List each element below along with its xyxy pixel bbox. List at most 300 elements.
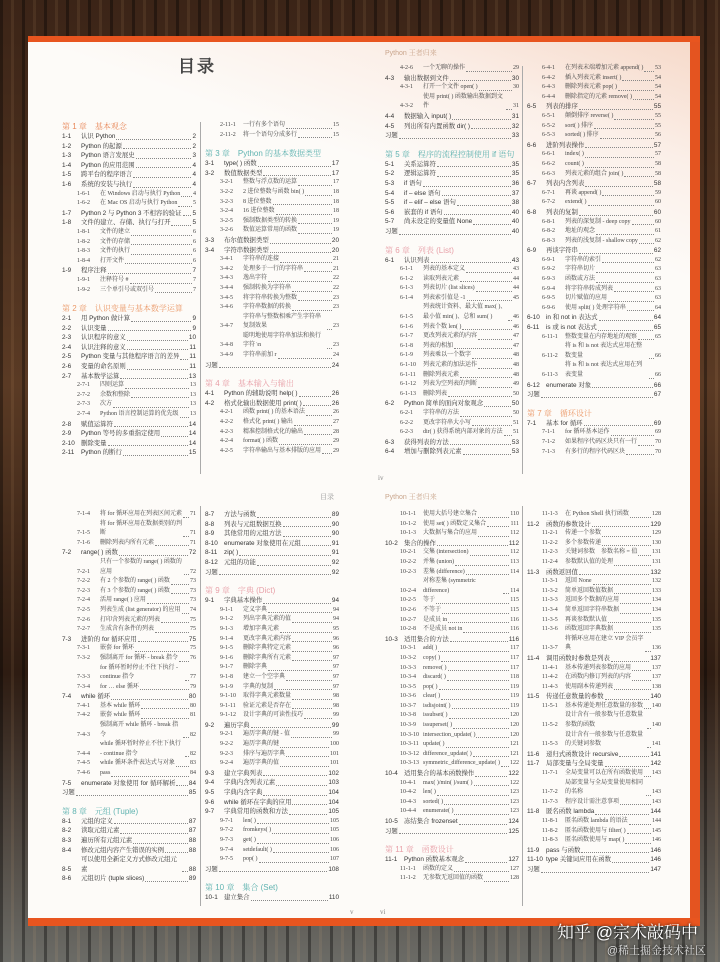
section-title: count( )	[565, 160, 584, 167]
toc-subsection[interactable]	[205, 447, 339, 457]
toc-section[interactable]	[205, 798, 339, 808]
toc-subsection[interactable]	[527, 711, 661, 730]
toc-subsection[interactable]	[62, 510, 196, 520]
toc-section[interactable]	[62, 635, 196, 645]
toc-section[interactable]	[205, 510, 339, 520]
toc-section[interactable]	[62, 352, 196, 362]
toc-subsection[interactable]	[385, 865, 519, 875]
toc-subsection[interactable]	[527, 122, 661, 132]
toc-subsection[interactable]	[527, 333, 661, 343]
section-title: 习题	[205, 568, 218, 576]
toc-subsection[interactable]	[62, 740, 196, 759]
toc-subsection[interactable]	[205, 625, 339, 635]
toc-subsection[interactable]	[62, 228, 196, 238]
toc-section[interactable]	[62, 151, 196, 161]
toc-subsection[interactable]	[527, 438, 661, 448]
toc-section[interactable]	[527, 381, 661, 391]
toc-section[interactable]	[205, 236, 339, 246]
toc-subsection[interactable]	[62, 721, 196, 740]
toc-section[interactable]	[62, 548, 196, 558]
toc-subsection[interactable]	[62, 539, 196, 549]
toc-section[interactable]	[205, 246, 339, 256]
toc-section[interactable]	[205, 893, 339, 903]
toc-subsection[interactable]	[527, 93, 661, 103]
page-ref: 24	[333, 352, 339, 359]
toc-subsection[interactable]	[385, 520, 519, 530]
toc-section[interactable]	[62, 266, 196, 276]
toc-subsection[interactable]	[385, 577, 519, 596]
toc-section[interactable]	[62, 170, 196, 180]
toc-section[interactable]	[62, 874, 196, 884]
toc-section[interactable]	[62, 132, 196, 142]
toc-subsection[interactable]	[385, 332, 519, 342]
toc-subsection[interactable]	[205, 303, 339, 313]
toc-section[interactable]	[385, 539, 519, 549]
toc-section[interactable]	[527, 855, 661, 865]
toc-section[interactable]	[205, 721, 339, 731]
toc-subsection[interactable]	[385, 64, 519, 74]
toc-subsection[interactable]	[205, 284, 339, 294]
toc-subsection[interactable]	[62, 199, 196, 209]
toc-subsection[interactable]	[205, 121, 339, 131]
toc-subsection[interactable]	[205, 826, 339, 836]
toc-exercises[interactable]	[385, 131, 519, 141]
page-ref: 75	[190, 616, 196, 623]
toc-exercises[interactable]	[205, 865, 339, 875]
toc-subsection[interactable]	[205, 759, 339, 769]
toc-subsection[interactable]	[527, 596, 661, 606]
page-ref: 69	[653, 419, 661, 427]
toc-section[interactable]	[62, 218, 196, 228]
toc-section[interactable]	[205, 539, 339, 549]
toc-subsection[interactable]	[527, 817, 661, 827]
toc-subsection[interactable]	[527, 673, 661, 683]
toc-subsection[interactable]	[62, 577, 196, 587]
toc-subsection[interactable]	[385, 342, 519, 352]
toc-subsection[interactable]	[527, 448, 661, 458]
toc-subsection[interactable]	[62, 654, 196, 664]
toc-subsection[interactable]	[385, 750, 519, 760]
toc-subsection[interactable]	[527, 275, 661, 285]
toc-subsection[interactable]	[527, 827, 661, 837]
toc-subsection[interactable]	[205, 654, 339, 664]
dot-leader	[614, 689, 651, 690]
toc-subsection[interactable]	[527, 218, 661, 228]
toc-subsection[interactable]	[205, 635, 339, 645]
section-title: 更改字典元素内容	[243, 635, 292, 642]
toc-subsection[interactable]	[385, 351, 519, 361]
toc-subsection[interactable]	[385, 788, 519, 798]
toc-subsection[interactable]	[527, 198, 661, 208]
toc-section[interactable]	[62, 429, 196, 439]
toc-section[interactable]	[205, 788, 339, 798]
toc-section[interactable]	[527, 807, 661, 817]
toc-subsection[interactable]	[527, 558, 661, 568]
toc-subsection[interactable]	[205, 750, 339, 760]
toc-subsection[interactable]	[205, 274, 339, 284]
toc-subsection[interactable]	[385, 371, 519, 381]
toc-subsection[interactable]	[527, 683, 661, 693]
toc-subsection[interactable]	[205, 313, 339, 332]
toc-section[interactable]	[62, 836, 196, 846]
toc-section[interactable]	[527, 246, 661, 256]
toc-section[interactable]	[527, 419, 661, 429]
toc-section[interactable]	[385, 769, 519, 779]
toc-subsection[interactable]	[62, 711, 196, 721]
toc-subsection[interactable]	[527, 769, 661, 779]
toc-subsection[interactable]	[527, 265, 661, 275]
toc-subsection[interactable]	[527, 529, 661, 539]
toc-subsection[interactable]	[205, 836, 339, 846]
toc-subsection[interactable]	[62, 257, 196, 267]
toc-section[interactable]	[385, 217, 519, 227]
toc-subsection[interactable]	[527, 731, 661, 750]
chapter-title: 基本输入与输出	[237, 379, 294, 389]
toc-subsection[interactable]	[527, 160, 661, 170]
toc-subsection[interactable]	[527, 150, 661, 160]
page-ref: 29	[333, 447, 339, 454]
dot-leader	[470, 555, 510, 556]
toc-subsection[interactable]	[62, 769, 196, 779]
toc-subsection[interactable]	[62, 664, 196, 683]
toc-section[interactable]	[385, 179, 519, 189]
toc-subsection[interactable]	[205, 226, 339, 236]
toc-subsection[interactable]	[527, 112, 661, 122]
toc-section[interactable]	[62, 180, 196, 190]
toc-subsection[interactable]	[62, 596, 196, 606]
toc-subsection[interactable]	[527, 664, 661, 674]
toc-subsection[interactable]	[385, 558, 519, 568]
toc-subsection[interactable]	[205, 418, 339, 428]
dot-leader	[584, 425, 653, 426]
toc-subsection[interactable]	[527, 256, 661, 266]
toc-section[interactable]	[385, 198, 519, 208]
toc-section[interactable]	[62, 372, 196, 382]
toc-subsection[interactable]	[385, 294, 519, 304]
toc-subsection[interactable]	[385, 303, 519, 322]
toc-subsection[interactable]	[205, 188, 339, 198]
toc-subsection[interactable]	[527, 170, 661, 180]
toc-subsection[interactable]	[527, 702, 661, 712]
dot-leader	[541, 872, 650, 873]
toc-section[interactable]	[385, 399, 519, 409]
toc-subsection[interactable]	[527, 606, 661, 616]
toc-subsection[interactable]	[385, 779, 519, 789]
toc-subsection[interactable]	[205, 265, 339, 275]
toc-section[interactable]	[527, 568, 661, 578]
toc-subsection[interactable]	[527, 342, 661, 361]
toc-subsection[interactable]	[205, 702, 339, 712]
toc-subsection[interactable]	[62, 247, 196, 257]
toc-section[interactable]	[62, 779, 196, 789]
toc-subsection[interactable]	[527, 294, 661, 304]
toc-section[interactable]	[62, 362, 196, 372]
toc-section[interactable]	[205, 520, 339, 530]
toc-subsection[interactable]	[385, 284, 519, 294]
toc-subsection[interactable]	[385, 265, 519, 275]
toc-subsection[interactable]	[385, 323, 519, 333]
toc-subsection[interactable]	[527, 237, 661, 247]
toc-subsection[interactable]	[385, 654, 519, 664]
toc-subsection[interactable]	[205, 294, 339, 304]
toc-subsection[interactable]	[385, 692, 519, 702]
toc-subsection[interactable]	[385, 625, 519, 635]
toc-section[interactable]	[62, 420, 196, 430]
dot-leader	[280, 632, 332, 633]
toc-section[interactable]	[385, 169, 519, 179]
toc-subsection[interactable]	[62, 238, 196, 248]
toc-section[interactable]	[385, 189, 519, 199]
toc-section[interactable]	[205, 169, 339, 179]
toc-subsection[interactable]	[385, 596, 519, 606]
toc-exercises[interactable]	[205, 361, 339, 371]
toc-subsection[interactable]	[62, 520, 196, 539]
toc-subsection[interactable]	[527, 798, 661, 808]
section-title: 列表个数 len( )	[423, 323, 462, 330]
toc-subsection[interactable]	[205, 692, 339, 702]
toc-subsection[interactable]	[385, 568, 519, 578]
toc-section[interactable]	[385, 160, 519, 170]
toc-subsection[interactable]	[527, 539, 661, 549]
toc-section[interactable]	[527, 102, 661, 112]
section-number: 11-5	[527, 693, 540, 701]
toc-subsection[interactable]	[205, 131, 339, 141]
toc-subsection[interactable]	[205, 198, 339, 208]
toc-subsection[interactable]	[527, 779, 661, 798]
section-title: 逻辑运算符	[404, 170, 436, 178]
toc-subsection[interactable]	[385, 731, 519, 741]
toc-section[interactable]	[527, 759, 661, 769]
toc-section[interactable]	[527, 323, 661, 333]
toc-section[interactable]	[205, 529, 339, 539]
toc-subsection[interactable]	[62, 190, 196, 200]
toc-subsection[interactable]	[527, 361, 661, 380]
toc-section[interactable]	[385, 447, 519, 457]
toc-subsection[interactable]	[205, 428, 339, 438]
toc-section[interactable]	[527, 520, 661, 530]
toc-section[interactable]	[385, 122, 519, 132]
section-title: 认识变量	[81, 324, 107, 332]
section-number: 6-1-11	[400, 371, 416, 378]
toc-subsection[interactable]	[527, 548, 661, 558]
toc-section[interactable]	[527, 654, 661, 664]
toc-section[interactable]	[385, 208, 519, 218]
toc-subsection[interactable]	[385, 380, 519, 390]
toc-subsection[interactable]	[205, 730, 339, 740]
toc-exercises[interactable]	[527, 865, 661, 875]
toc-section[interactable]	[62, 692, 196, 702]
toc-section[interactable]	[205, 159, 339, 169]
toc-subsection[interactable]	[62, 606, 196, 616]
toc-section[interactable]	[385, 635, 519, 645]
toc-exercises[interactable]	[385, 227, 519, 237]
toc-subsection[interactable]	[62, 400, 196, 410]
toc-subsection[interactable]	[527, 83, 661, 93]
toc-subsection[interactable]	[205, 846, 339, 856]
toc-subsection[interactable]	[527, 74, 661, 84]
toc-section[interactable]	[527, 313, 661, 323]
toc-subsection[interactable]	[385, 644, 519, 654]
toc-section[interactable]	[205, 558, 339, 568]
toc-subsection[interactable]	[62, 286, 196, 296]
toc-subsection[interactable]	[205, 207, 339, 217]
toc-subsection[interactable]	[385, 529, 519, 539]
toc-section[interactable]	[62, 343, 196, 353]
toc-section[interactable]	[62, 314, 196, 324]
toc-subsection[interactable]	[385, 721, 519, 731]
section-number: 2-11	[62, 449, 75, 457]
toc-section[interactable]	[385, 438, 519, 448]
toc-subsection[interactable]	[385, 93, 519, 112]
toc-subsection[interactable]	[205, 644, 339, 654]
toc-subsection[interactable]	[62, 702, 196, 712]
page-ref: 129	[650, 520, 661, 528]
toc-subsection[interactable]	[205, 178, 339, 188]
toc-section[interactable]	[527, 208, 661, 218]
toc-subsection[interactable]	[62, 558, 196, 577]
toc-section[interactable]	[62, 209, 196, 219]
toc-subsection[interactable]	[385, 874, 519, 884]
toc-section[interactable]	[205, 769, 339, 779]
toc-subsection[interactable]	[385, 711, 519, 721]
page-ref: 122	[508, 770, 519, 778]
toc-subsection[interactable]	[385, 419, 519, 429]
toc-subsection[interactable]	[385, 664, 519, 674]
toc-subsection[interactable]	[385, 759, 519, 769]
toc-section[interactable]	[62, 324, 196, 334]
toc-subsection[interactable]	[62, 391, 196, 401]
toc-subsection[interactable]	[62, 381, 196, 391]
toc-subsection[interactable]	[385, 683, 519, 693]
toc-subsection[interactable]	[385, 807, 519, 817]
toc-section[interactable]	[205, 548, 339, 558]
toc-section[interactable]	[385, 817, 519, 827]
toc-section[interactable]	[527, 846, 661, 856]
toc-subsection[interactable]	[527, 227, 661, 237]
toc-subsection[interactable]	[385, 83, 519, 93]
toc-subsection[interactable]	[527, 577, 661, 587]
toc-subsection[interactable]	[527, 304, 661, 314]
toc-subsection[interactable]	[527, 836, 661, 846]
toc-subsection[interactable]	[527, 64, 661, 74]
toc-subsection[interactable]	[527, 635, 661, 654]
toc-section[interactable]	[205, 389, 339, 399]
toc-subsection[interactable]	[205, 711, 339, 721]
section-title: extend( )	[565, 199, 587, 206]
toc-section[interactable]	[62, 161, 196, 171]
page-ref: 128	[652, 511, 661, 517]
toc-exercises[interactable]	[62, 788, 196, 798]
toc-subsection[interactable]	[205, 255, 339, 265]
toc-subsection[interactable]	[62, 625, 196, 635]
toc-section[interactable]	[385, 855, 519, 865]
toc-section[interactable]	[62, 333, 196, 343]
toc-subsection[interactable]	[205, 332, 339, 351]
section-number: 1-1	[62, 133, 72, 140]
toc-section[interactable]	[205, 778, 339, 788]
toc-section[interactable]	[62, 817, 196, 827]
toc-subsection[interactable]	[385, 673, 519, 683]
toc-exercises[interactable]	[527, 390, 661, 400]
toc-subsection[interactable]	[527, 131, 661, 141]
toc-section[interactable]	[527, 750, 661, 760]
toc-section[interactable]	[62, 142, 196, 152]
toc-subsection[interactable]	[205, 615, 339, 625]
toc-subsection[interactable]	[385, 409, 519, 419]
toc-subsection[interactable]	[527, 625, 661, 635]
toc-subsection[interactable]	[527, 616, 661, 626]
toc-subsection[interactable]	[205, 673, 339, 683]
toc-subsection[interactable]	[62, 644, 196, 654]
toc-subsection[interactable]	[527, 510, 661, 520]
toc-exercises[interactable]	[205, 568, 339, 578]
toc-subsection[interactable]	[527, 189, 661, 199]
toc-subsection[interactable]	[385, 510, 519, 520]
toc-section[interactable]	[205, 596, 339, 606]
dot-leader	[644, 708, 651, 709]
toc-section[interactable]	[385, 112, 519, 122]
toc-subsection[interactable]	[205, 437, 339, 447]
toc-subsection[interactable]	[385, 616, 519, 626]
toc-subsection[interactable]	[62, 276, 196, 286]
toc-subsection[interactable]	[205, 683, 339, 693]
toc-section[interactable]	[527, 179, 661, 189]
toc-subsection[interactable]	[62, 587, 196, 597]
dot-leader	[292, 641, 332, 642]
toc-subsection[interactable]	[205, 817, 339, 827]
toc-subsection[interactable]	[385, 798, 519, 808]
toc-subsection[interactable]	[527, 285, 661, 295]
toc-subsection[interactable]	[385, 548, 519, 558]
toc-subsection[interactable]	[385, 275, 519, 285]
toc-subsection[interactable]	[205, 408, 339, 418]
toc-subsection[interactable]	[527, 428, 661, 438]
toc-subsection[interactable]	[62, 759, 196, 769]
toc-section[interactable]	[205, 807, 339, 817]
toc-section[interactable]	[385, 74, 519, 84]
toc-subsection[interactable]	[385, 390, 519, 400]
toc-subsection[interactable]	[205, 740, 339, 750]
toc-subsection[interactable]	[205, 663, 339, 673]
toc-section[interactable]	[205, 399, 339, 409]
toc-section[interactable]	[385, 256, 519, 266]
toc-exercises[interactable]	[385, 827, 519, 837]
toc-section[interactable]	[62, 448, 196, 458]
toc-subsection[interactable]	[62, 410, 196, 420]
toc-subsection[interactable]	[62, 683, 196, 693]
page-ref: 98	[333, 702, 339, 709]
toc-subsection[interactable]	[385, 361, 519, 371]
toc-subsection[interactable]	[205, 217, 339, 227]
page-ref: 116	[510, 626, 519, 633]
toc-section[interactable]	[62, 855, 196, 874]
toc-section[interactable]	[62, 826, 196, 836]
toc-subsection[interactable]	[527, 587, 661, 597]
toc-subsection[interactable]	[385, 428, 519, 438]
toc-subsection[interactable]	[385, 702, 519, 712]
toc-subsection[interactable]	[205, 855, 339, 865]
toc-section[interactable]	[527, 141, 661, 151]
toc-section[interactable]	[62, 439, 196, 449]
toc-subsection[interactable]	[62, 616, 196, 626]
toc-section[interactable]	[527, 692, 661, 702]
toc-subsection[interactable]	[385, 606, 519, 616]
toc-subsection[interactable]	[205, 351, 339, 361]
toc-subsection[interactable]	[205, 606, 339, 616]
section-number: 2-7	[62, 372, 72, 380]
toc-section[interactable]	[62, 846, 196, 856]
toc-subsection[interactable]	[385, 740, 519, 750]
